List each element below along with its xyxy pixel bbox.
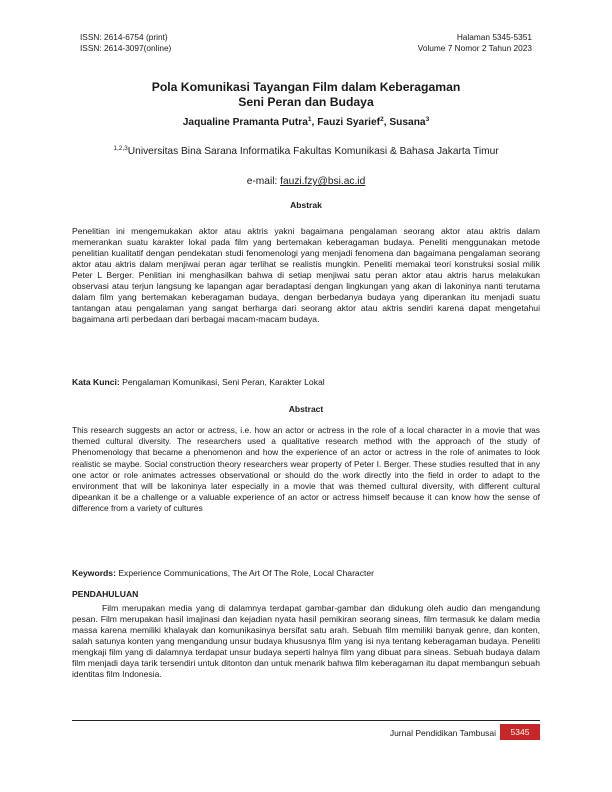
footer-divider — [72, 720, 540, 721]
footer-journal-name: Jurnal Pendidikan Tambusai — [389, 728, 496, 738]
email-line — [60, 176, 552, 187]
author-superscript: 1 — [307, 116, 312, 123]
abstrak-keywords — [72, 377, 540, 388]
author-name: Fauzi Syarief — [317, 117, 381, 128]
section-heading-pendahuluan: PENDAHULUAN — [72, 589, 139, 599]
volume-info: Volume 7 Nomor 2 Tahun 2023 — [417, 42, 532, 53]
author-superscript: 3 — [425, 116, 430, 123]
issn-print: ISSN: 2614-6754 (print) — [80, 32, 168, 42]
author-name: Jaqualine Pramanta Putra — [182, 117, 308, 128]
paper-title — [60, 80, 552, 110]
journal-issn-block — [80, 32, 171, 53]
page-number-badge: 5345 — [500, 724, 540, 740]
abstract-heading: Abstract — [288, 404, 324, 414]
kata-kunci-label: Kata Kunci: — [72, 377, 120, 387]
kata-kunci-value: Pengalaman Komunikasi, Seni Peran, Karakter Lokal — [122, 377, 325, 387]
abstract-keywords — [72, 568, 540, 579]
author-list: Jaqualine Pramanta Putra$^1$, Fauzi Syarief$^2$, Susana$^3$ — [182, 116, 430, 128]
email-label: e-mail: — [246, 176, 278, 187]
intro-paragraph: Film merupakan media yang di dalamnya terdapat gambar-gambar dan didukung oleh audio dan mengandung pesan. Film merupakan hasil imajinasi dan kejadian nyata hasil pemikiran seorang sineas, film termasuk ke dalam media massa karena memiliki khalayak dan komunikasinya bersifat satu arah. Sebuah film memiliki banyak genre, dan konten, salah satunya konten yang mengandung unsur budaya khususnya film yang isi nya tentang keberagaman budaya. Peneliti mengkaji film yang di dalamnya terdapat unsur budaya seperti halnya film yang dibuat para sineas. Sebuah budaya dalam film menjadi daya tarik tersendiri untuk ditonton dan untuk menarik bahwa film keberagaman itu dapat membangun sebuah identitas film Indonesia. — [72, 603, 540, 679]
journal-volume-block — [418, 32, 532, 53]
abstrak-heading: Abstrak — [290, 200, 322, 210]
keywords-label: Keywords: — [72, 568, 116, 578]
keywords-value: Experience Communications, The Art Of The Role, Local Character — [118, 568, 375, 578]
affiliation-text: Universitas Bina Sarana Informatika Fakultas Komunikasi & Bahasa Jakarta Timur — [127, 146, 499, 157]
page-range: Halaman 5345-5351 — [456, 32, 532, 42]
author-name: Susana — [389, 117, 426, 128]
author-superscript: 2 — [380, 116, 384, 123]
affiliation — [60, 146, 552, 157]
title-line-2: Seni Peran dan Budaya — [238, 95, 374, 109]
abstract-body: This research suggests an actor or actress, i.e. how an actor or actress in the role of a local character in a movie that was themed cultural diversity. The researchers used a qualitative research method with the approach of the study of Phenomenology that became a phenomenon and how the experience of an actor or actress in the role of animates to look realistic se maybe. Social construction theory researchers wear property of Peter I. Berger. These studies resulted that in any one actor or role animates actresses observational or should do the work directly into the field in order to adapt to the environment that will be lakoninya later especially in a movie that was themed cultural diversity, with different cultural dipeankan it be a challenge or a valuable experience of an actor or actress himself because it can know how the sense of difference from a variety of cultures — [72, 425, 540, 514]
email-link[interactable]: fauzi.fzy@bsi.ac.id — [280, 176, 366, 187]
abstrak-body: Penelitian ini mengemukakan aktor atau aktris yakni bagaimana pengalaman seorang aktor atau aktris dalam memerankan suatu karakter lokal pada film yang bertemakan keberagaman budaya. Peneliti menggunakan metode penelitian kualitatif dengan pendekatan studi fenomenologi yang menjadi fenomena dan bagaimana pengalaman seorang aktor atau aktris dalam menjiwai peran agar terlihat se realistis mungkin. Peneliti memakai teori konstruksi sosial milik Peter L Berger. Penlitian ini menghasilkan bahwa di setiap menjiwai satu peran aktor atau aktris harus melakukan observasi atau terjun langsung ke lapangan agar beradaptasi dengan lingkungan yang akan di lakoninya nanti terutama dalam film yang bertemakan keberagaman budaya, dengan berbedanya budaya yang diperankan itu menjadi suatu tantangan atau pengalaman yang sangat berharga dari seorang aktor atau aktris sendiri karena dapat mengetahui bagaimana arti perbedaan dari berbagai macam-macam budaya. — [72, 226, 540, 324]
affiliation-superscript: 1,2,3 — [113, 145, 128, 152]
title-line-1: Pola Komunikasi Tayangan Film dalam Keberagaman — [151, 80, 461, 94]
issn-online: ISSN: 2614-3097(online) — [80, 42, 172, 53]
